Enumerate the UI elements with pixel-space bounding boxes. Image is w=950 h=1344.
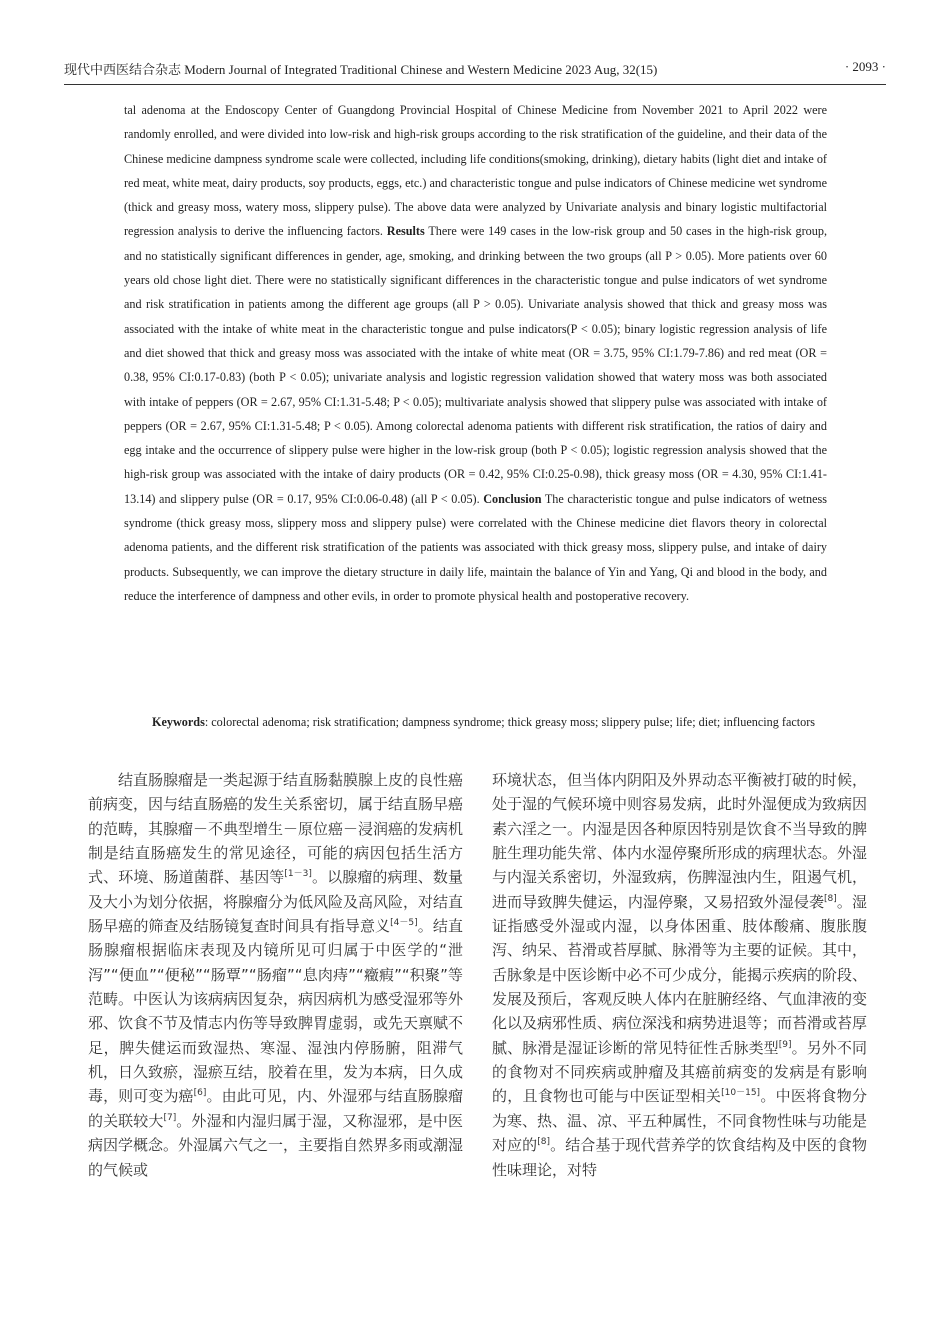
english-abstract xyxy=(124,98,827,608)
results-label: Results xyxy=(386,224,425,239)
citation: [9] xyxy=(778,1039,792,1050)
body-paragraph: 环境状态，但当体内阴阳及外界动态平衡被打破的时候，处于湿的气候环境中则容易发病，此时外湿便成为致病因素六淫之一。内湿是因各种原因特别是饮食不当导致的脾脏生理功能失常、体内水湿停聚所形成的病理状态。外湿与内湿关系密切，外湿致病，伤脾湿浊内生，阻遏气机，进而导致脾失健运，内湿停聚，又易招致外湿侵袭[8]。湿证指感受外湿或内湿，以身体困重、肢体酸痛、腹胀腹泻、纳呆、苔滑或苔厚腻、脉滑等为主要的证候。其中，舌脉象是中医诊断中必不可少成分，能揭示疾病的阶段、发展及预后，客观反映人体内在脏腑经络、气血津液的变化以及病邪性质、病位深浅和病势进退等；而苔滑或苔厚腻、脉滑是湿证诊断的常见特征性舌脉类型[9]。另外不同的食物对不同疾病或肿瘤及其癌前病变的发病是有影响的，且食物也可能与中医证型相关[10－15]。中医将食物分为寒、热、温、凉、平五种属性，不同食物性味与功能是对应的[8]。结合基于现代营养学的饮食结构及中医的食物性味理论，对特 xyxy=(492,771,868,1179)
citation: [1－3] xyxy=(284,869,312,880)
citation: [10－15] xyxy=(721,1088,761,1099)
keywords-label: Keywords xyxy=(152,715,205,729)
citation: [8] xyxy=(824,893,837,904)
body-column-left xyxy=(88,768,463,1182)
journal-title: 现代中西医结合杂志 Modern Journal of Integrated Traditional Chinese and Western Medicine 2023 Aug, 32(15) xyxy=(64,62,658,77)
running-header xyxy=(64,54,886,84)
conclusion-label: Conclusion xyxy=(483,491,542,506)
header-rule xyxy=(64,84,886,85)
citation: [6] xyxy=(193,1088,207,1099)
page-number: · 2093 · xyxy=(844,59,886,74)
keywords xyxy=(124,710,827,734)
citation: [8] xyxy=(537,1137,551,1148)
citation: [4－5] xyxy=(390,918,418,929)
abstract-methods: tal adenoma at the Endoscopy Center of Guangdong Provincial Hospital of Chinese Medicine from November 2021 to April 2022 were randomly enrolled, and were divided into low-risk and high-risk groups according to the risk stratification of the guideline, and their data of the Chinese medicine dampness syndrome scale were collected, including life conditions(smoking, drinking), dietary habits (light diet and intake of red meat, white meat, dairy products, soy products, eggs, etc.) and characteristic tongue and pulse indicators of Chinese medicine wet syndrome (thick and greasy moss, watery moss, slippery pulse). The above data were analyzed by Univariate analysis and binary logistic multifactorial regression analysis to derive the influencing factors. xyxy=(124,103,827,239)
body-paragraph: 结直肠腺瘤是一类起源于结直肠黏膜腺上皮的良性癌前病变，因与结直肠癌的发生关系密切，属于结直肠早癌的范畴，其腺瘤－不典型增生－原位癌－浸润癌的发病机制是结直肠癌发生的常见途径，可能的病因包括生活方式、环境、肠道菌群、基因等[1－3]。以腺瘤的病理、数量及大小为划分依据，将腺瘤分为低风险及高风险，对结直肠早癌的筛查及结肠镜复查时间具有指导意义[4－5]。结直肠腺瘤根据临床表现及内镜所见可归属于中医学的“泄泻”“便血”“便秘”“肠覃”“肠瘤”“息肉痔”“癥瘕”“积聚”等范畴。中医认为该病病因复杂，病因病机为感受湿邪等外邪、饮食不节及情志内伤等导致脾胃虚弱，或先天禀赋不足，脾失健运而致湿热、寒湿、湿浊内停肠腑，阻滞气机，日久致瘀，湿瘀互结，胶着在里，发为本病，日久成毒，则可变为癌[6]。由此可见，内、外湿邪与结直肠腺瘤的关联较大[7]。外湿和内湿归属于湿，又称湿邪，是中医病因学概念。外湿属六气之一，主要指自然界多雨或潮湿的气候或 xyxy=(88,771,464,1179)
abstract-conclusion: The characteristic tongue and pulse indicators of wetness syndrome (thick greasy moss, slippery moss and slippery pulse) were correlated with the Chinese medicine diet flavors theory in colorectal adenoma patients, and the different risk stratification of the patients was associated with thick greasy moss, slippery pulse, and intake of dairy products. Subsequently, we can improve the dietary structure in daily life, maintain the balance of Yin and Yang, Qi and blood in the body, and reduce the interference of dampness and other evils, in order to promote physical health and postoperative recovery. xyxy=(124,491,828,603)
abstract-results: There were 149 cases in the low-risk group and 50 cases in the high-risk group, and no statistically significant differences in gender, age, smoking, and drinking between the two groups (all P > 0.05). More patients over 60 years old chose light diet. There were no statistically significant differences in the characteristic tongue and pulse indicators of wet syndrome and risk stratification in patients among the different age groups (all P > 0.05). Univariate analysis showed that thick and greasy moss was associated with the intake of white meat in the characteristic tongue and pulse indicators(P < 0.05); binary logistic regression analysis of life and diet showed that thick and greasy moss was associated with the intake of white meat (OR = 3.75, 95% CI:1.79-7.86) and red meat (OR = 0.38, 95% CI:0.17-0.83) (both P < 0.05); univariate analysis and logistic regression validation showed that watery moss was both associated with intake of peppers (OR = 2.67, 95% CI:1.31-5.48; P < 0.05); multivariate analysis showed that slippery pulse was associated with intake of peppers (OR = 2.67, 95% CI:1.31-5.48; P < 0.05). Among colorectal adenoma patients with different risk stratification, the ratios of dairy and egg intake and the occurrence of slippery pulse were higher in the low-risk group (both P < 0.05); logistic regression analysis showed that the high-risk group was associated with the intake of dairy products (OR = 0.42, 95% CI:0.25-0.98), thick greasy moss (OR = 4.30, 95% CI:1.41-13.14) and slippery pulse (OR = 0.17, 95% CI:0.06-0.48) (all P < 0.05). xyxy=(124,224,827,506)
citation: [7] xyxy=(163,1112,177,1123)
body-column-right xyxy=(492,768,867,1182)
keywords-text: : colorectal adenoma; risk stratification; dampness syndrome; thick greasy moss; slippery pulse; life; diet; influencing factors xyxy=(204,715,816,729)
